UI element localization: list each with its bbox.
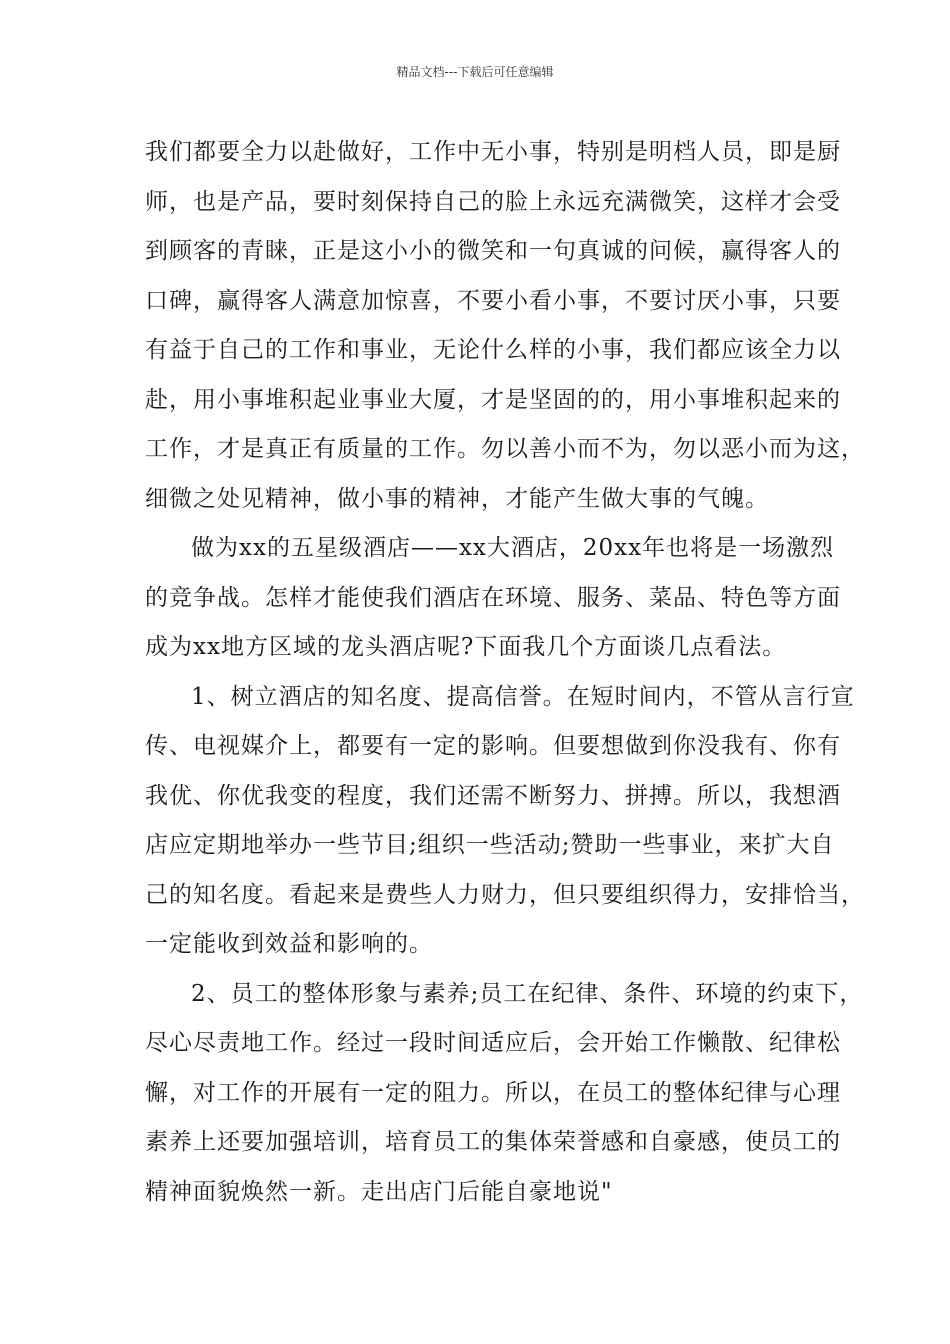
text-line: 我们都要全力以赴做好，工作中无小事，特别是明档人员，即是厨 [145,139,841,165]
text-line: 传、电视媒介上，都要有一定的影响。但要想做到你没我有、你有 [145,733,841,759]
text-line: 我优、你优我变的程度，我们还需不断努力、拼搏。所以，我想酒 [145,782,841,809]
text-line: 尽心尽责地工作。经过一段时间适应后，会开始工作懒散、纪律松 [145,1030,841,1056]
text-line: 一定能收到效益和影响的。 [145,931,433,957]
text-line: 师，也是产品，要时刻保持自己的脸上永远充满微笑，这样才会受 [145,188,841,215]
text-line: 细微之处见精神，做小事的精神，才能产生做大事的气魄。 [145,485,769,512]
text-line: 素养上还要加强培训，培育员工的集体荣誉感和自豪感，使员工的 [145,1129,841,1155]
text-line: 赴，用小事堆积起业事业大厦，才是坚固的的，用小事堆积起来的 [145,386,841,413]
text-line-indented: 2、员工的整体形象与素养;员工在纪律、条件、环境的约束下， [191,980,864,1007]
text-line: 店应定期地举办一些节目;组织一些活动;赞助一些事业，来扩大自 [145,832,835,858]
text-line: 的竞争战。怎样才能使我们酒店在环境、服务、菜品、特色等方面 [145,584,841,611]
page-header: 精品文档---下载后可任意编辑 [396,65,554,79]
text-line-indented: 做为xx的五星级酒店——xx大酒店，20xx年也将是一场激烈 [191,535,835,561]
text-line: 精神面貌焕然一新。走出店门后能自豪地说" [145,1178,613,1205]
paragraph-3 [145,673,865,970]
paragraph-2 [145,524,841,673]
text-line: 工作，才是真正有质量的工作。勿以善小而不为，勿以恶小而为这， [145,436,865,462]
document-body [145,128,865,1217]
text-line: 口碑，赢得客人满意加惊喜，不要小看小事，不要讨厌小事，只要 [145,287,841,314]
text-line: 己的知名度。看起来是费些人力财力，但只要组织得力，安排恰当， [145,881,865,908]
text-line: 懈，对工作的开展有一定的阻力。所以，在员工的整体纪律与心理 [145,1079,841,1106]
paragraph-4 [145,970,864,1218]
text-line: 有益于自己的工作和事业，无论什么样的小事，我们都应该全力以 [145,337,841,363]
paragraph-1 [145,128,865,524]
text-line: 到顾客的青睐，正是这小小的微笑和一句真诚的问候，赢得客人的 [145,238,841,264]
text-line-indented: 1、树立酒店的知名度、提高信誉。在短时间内，不管从言行宣 [191,683,855,710]
text-line: 成为xx地方区域的龙头酒店呢?下面我几个方面谈几点看法。 [145,634,787,660]
